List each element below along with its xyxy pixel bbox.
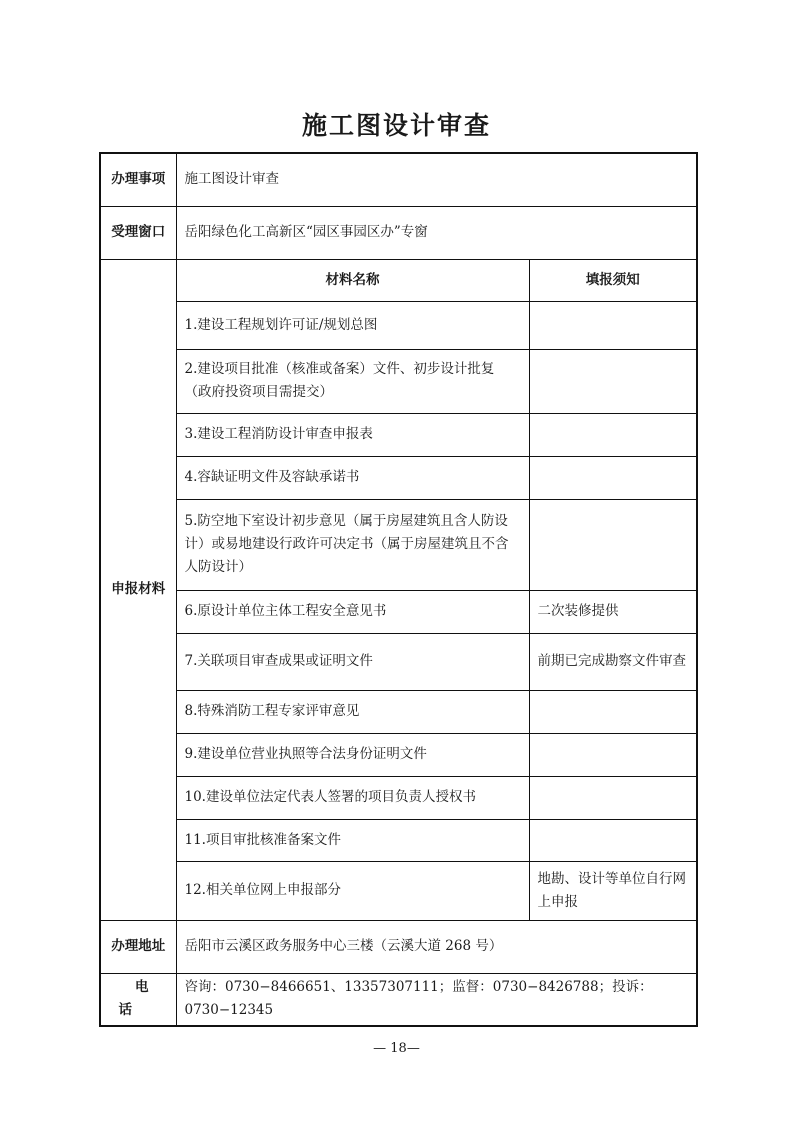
- material-name: 6.原设计单位主体工程安全意见书: [176, 590, 529, 633]
- material-note: [529, 499, 697, 590]
- phone-label-cell: [100, 973, 176, 1026]
- material-note: [529, 413, 697, 456]
- material-row: [100, 413, 697, 456]
- material-note: [529, 733, 697, 776]
- window-row: [100, 206, 697, 259]
- material-note: [529, 301, 697, 349]
- material-name-header: 材料名称: [176, 259, 529, 301]
- material-name: 4.容缺证明文件及容缺承诺书: [176, 456, 529, 499]
- material-name: 3.建设工程消防设计审查申报表: [176, 413, 529, 456]
- window-value: 岳阳绿色化工高新区“园区事园区办”专窗: [176, 206, 697, 259]
- material-row: [100, 733, 697, 776]
- material-name: 8.特殊消防工程专家评审意见: [176, 690, 529, 733]
- material-name: 10.建设单位法定代表人签署的项目负责人授权书: [176, 776, 529, 819]
- page-number: — 18—: [373, 1041, 420, 1056]
- material-row: [100, 456, 697, 499]
- item-label: 办理事项: [100, 153, 176, 206]
- material-note: [529, 690, 697, 733]
- material-note: [529, 349, 697, 413]
- material-name: 1.建设工程规划许可证/规划总图: [176, 301, 529, 349]
- material-row: [100, 690, 697, 733]
- material-row: [100, 349, 697, 413]
- material-note: [529, 776, 697, 819]
- address-row: [100, 920, 697, 973]
- material-name: 7.关联项目审查成果或证明文件: [176, 633, 529, 690]
- material-row: [100, 776, 697, 819]
- material-note: [529, 819, 697, 861]
- address-value: 岳阳市云溪区政务服务中心三楼（云溪大道 268 号）: [176, 920, 697, 973]
- material-note: 二次装修提供: [529, 590, 697, 633]
- material-name: 5.防空地下室设计初步意见（属于房屋建筑且含人防设计）或易地建设行政许可决定书（属于房屋建筑且不含人防设计）: [176, 499, 529, 590]
- window-label: 受理窗口: [100, 206, 176, 259]
- materials-label: 申报材料: [100, 259, 176, 920]
- material-name: 12.相关单位网上申报部分: [176, 861, 529, 920]
- item-value: 施工图设计审查: [176, 153, 697, 206]
- material-note: [529, 456, 697, 499]
- materials-header-row: [100, 259, 697, 301]
- item-row: [100, 153, 697, 206]
- phone-label: 电话: [118, 979, 175, 1019]
- phone-value: 咨询：0730−8466651、13357307111；监督：0730−8426788；投诉：0730−12345: [176, 973, 697, 1026]
- material-note: 前期已完成勘察文件审查: [529, 633, 697, 690]
- page-title: 施工图设计审查: [301, 111, 491, 140]
- material-row: [100, 590, 697, 633]
- material-name: 2.建设项目批准（核准或备案）文件、初步设计批复（政府投资项目需提交）: [176, 349, 529, 413]
- material-row: [100, 819, 697, 861]
- address-label: 办理地址: [100, 920, 176, 973]
- material-note-header: 填报须知: [529, 259, 697, 301]
- material-name: 11.项目审批核准备案文件: [176, 819, 529, 861]
- phone-row: [100, 973, 697, 1026]
- material-row: [100, 499, 697, 590]
- material-row: [100, 633, 697, 690]
- material-row: [100, 301, 697, 349]
- material-name: 9.建设单位营业执照等合法身份证明文件: [176, 733, 529, 776]
- material-note: 地勘、设计等单位自行网上申报: [529, 861, 697, 920]
- service-info-table: [99, 152, 698, 1027]
- material-row: [100, 861, 697, 920]
